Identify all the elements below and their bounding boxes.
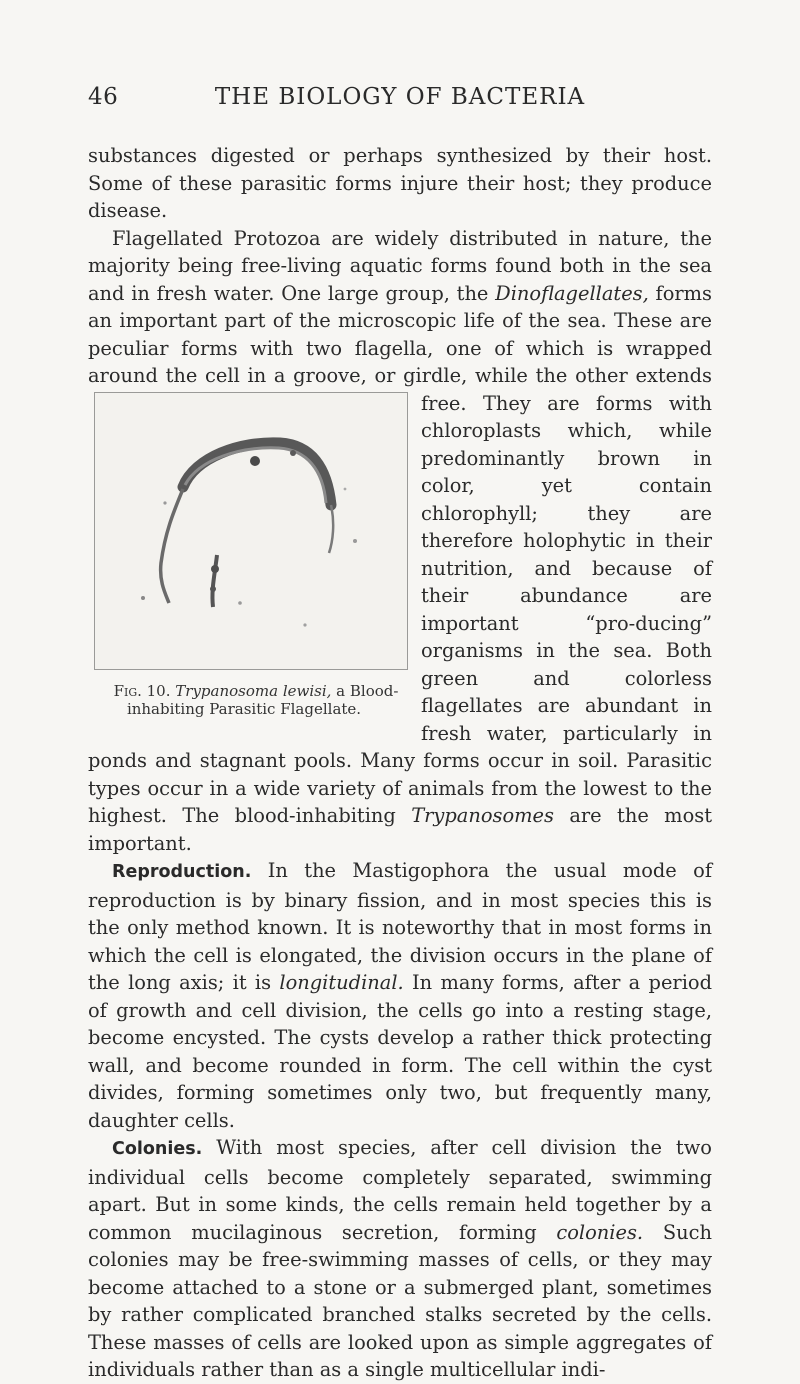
text-segment: forms an important part of the microscopic life of the sea. These are peculiar forms with two flagella, one of which is wrapped around the cell in a groove, or girdle, while the other extends free. (88, 281, 712, 415)
italic-term: Trypanosomes (411, 804, 554, 827)
page-number: 46 (88, 84, 119, 110)
section-head-reproduction: Reproduction. (112, 862, 252, 882)
section-head-colonies: Colonies. (112, 1139, 203, 1159)
figure-10 (81, 392, 407, 718)
page-body (88, 142, 712, 1384)
figure-caption-species: Trypanosoma lewisi, (175, 681, 332, 700)
paragraph-4 (88, 1134, 712, 1384)
italic-term: Dinoflagellates, (495, 281, 649, 305)
page-header (88, 84, 712, 120)
text-segment: Such colonies may be free-swimming masses of cells, or they may become attached to a stone or a submerged plant, sometimes by rather complicated branched stalks secreted by the cells. These masses of cells are looked upon as simple aggregates of individuals rather than as a single multicellular indi- (88, 1220, 712, 1381)
running-title: THE BIOLOGY OF BACTERIA (214, 84, 586, 110)
paragraph-2 (88, 225, 712, 858)
trypanosome-illustration (95, 393, 407, 669)
paragraph-1: substances digested or perhaps synthesized by their host. Some of these parasitic forms injure their host; they produce disease. (88, 144, 712, 222)
text-segment: They are forms with chloroplasts which, while predominantly brown in color, yet contain chlorophyll; they are therefore holophytic in their nutrition, and because of their abundance are important “pro-ducing” organisms in the sea. Both green and colorless flagellates are abundant in fresh water, particularly in ponds and stagnant pools. Many forms occur in soil. Parasitic types occur in a wide variety of animals from the lowest to the highest. The blood-inhabiting (88, 391, 712, 827)
text-segment: With most species, after cell division the two individual cells become completely separated, swimming apart. But in some kinds, the cells remain held together by a common mucilaginous secretion, forming (88, 1136, 712, 1244)
text-segment: In many forms, after a period of growth and cell division, the cells go into a resting stage, become encysted. The cysts develop a rather thick protecting wall, and become rounded in form. The cell within the cyst divides, forming sometimes only two, but frequently many, daughter cells. (88, 971, 712, 1132)
figure-caption-text: a Blood-inhabiting Parasitic Flagellate. (126, 681, 399, 718)
italic-term: longitudinal. (279, 971, 404, 994)
text-segment: are the most important. (88, 804, 712, 855)
italic-term: colonies. (556, 1220, 644, 1244)
figure-image (94, 392, 408, 670)
text-segment: In the Mastigophora the usual mode of reproduction is by binary fission, and in most species this is the only method known. It is noteworthy that in most forms in which the cell is elongated, the division occurs in the plane of the long axis; it is (88, 859, 712, 994)
figure-caption (81, 682, 407, 718)
figure-label: Fig. 10. (113, 681, 171, 700)
text-segment: Flagellated Protozoa are widely distributed in nature, the majority being free-living aquatic forms found both in the sea and in fresh water. One large group, the (88, 226, 712, 305)
paragraph-3 (88, 857, 712, 1134)
